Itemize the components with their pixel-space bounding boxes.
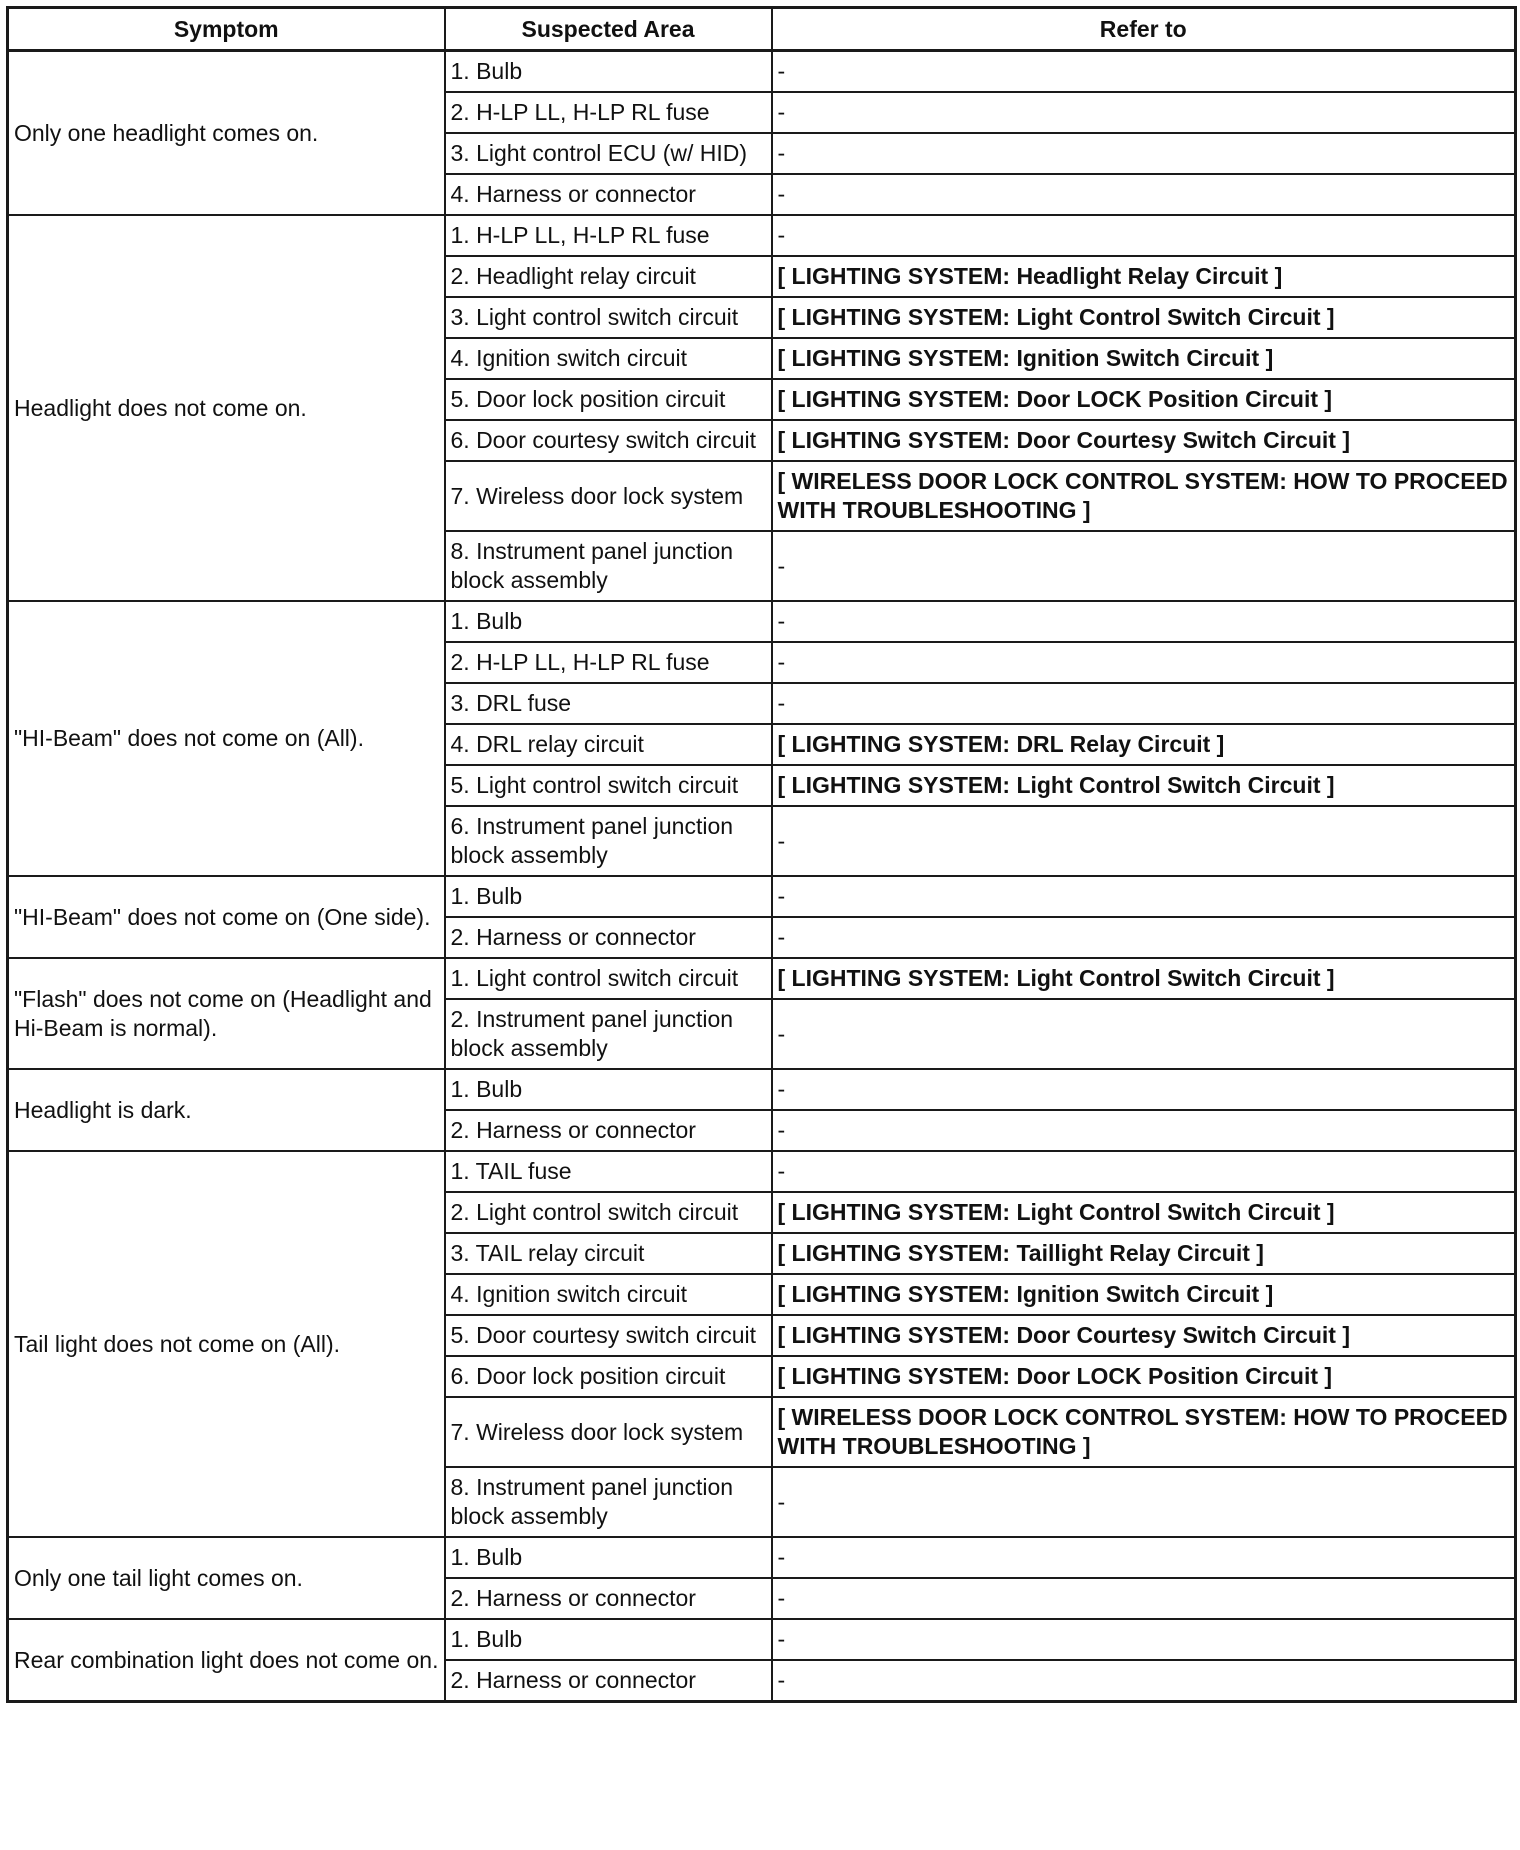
refer-to-cell: - (772, 1151, 1516, 1192)
refer-to-cell: - (772, 917, 1516, 958)
refer-to-cell: - (772, 531, 1516, 601)
table-header (8, 8, 1516, 51)
refer-to-link[interactable]: [ WIRELESS DOOR LOCK CONTROL SYSTEM: HOW TO PROCEED WITH TROUBLESHOOTING ] (772, 1397, 1516, 1467)
suspected-area-cell: 3. DRL fuse (445, 683, 772, 724)
suspected-area-cell: 1. Bulb (445, 51, 772, 93)
suspected-area-cell: 1. Bulb (445, 1537, 772, 1578)
refer-to-link[interactable]: [ LIGHTING SYSTEM: Door LOCK Position Circuit ] (772, 1356, 1516, 1397)
suspected-area-cell: 5. Light control switch circuit (445, 765, 772, 806)
suspected-area-cell: 1. Bulb (445, 876, 772, 917)
refer-to-cell: - (772, 92, 1516, 133)
suspected-area-cell: 2. Light control switch circuit (445, 1192, 772, 1233)
symptom-cell: Tail light does not come on (All). (8, 1151, 445, 1537)
symptom-cell: Only one headlight comes on. (8, 51, 445, 216)
symptom-cell: "Flash" does not come on (Headlight and Hi-Beam is normal). (8, 958, 445, 1069)
table-row (8, 215, 1516, 256)
suspected-area-cell: 1. Bulb (445, 1619, 772, 1660)
refer-to-link[interactable]: [ LIGHTING SYSTEM: Light Control Switch Circuit ] (772, 765, 1516, 806)
suspected-area-cell: 2. H-LP LL, H-LP RL fuse (445, 92, 772, 133)
suspected-area-cell: 8. Instrument panel junction block assembly (445, 531, 772, 601)
refer-to-link[interactable]: [ LIGHTING SYSTEM: Ignition Switch Circuit ] (772, 1274, 1516, 1315)
table-row (8, 1151, 1516, 1192)
table-row (8, 51, 1516, 93)
refer-to-cell: - (772, 174, 1516, 215)
suspected-area-cell: 1. TAIL fuse (445, 1151, 772, 1192)
refer-to-link[interactable]: [ LIGHTING SYSTEM: Door Courtesy Switch Circuit ] (772, 420, 1516, 461)
refer-to-link[interactable]: [ LIGHTING SYSTEM: Light Control Switch Circuit ] (772, 297, 1516, 338)
refer-to-cell: - (772, 999, 1516, 1069)
refer-to-cell: - (772, 683, 1516, 724)
refer-to-link[interactable]: [ LIGHTING SYSTEM: Door Courtesy Switch Circuit ] (772, 1315, 1516, 1356)
table-row (8, 1537, 1516, 1578)
suspected-area-cell: 8. Instrument panel junction block assembly (445, 1467, 772, 1537)
refer-to-cell: - (772, 1110, 1516, 1151)
suspected-area-cell: 6. Door courtesy switch circuit (445, 420, 772, 461)
table-row (8, 601, 1516, 642)
suspected-area-cell: 4. DRL relay circuit (445, 724, 772, 765)
table-row (8, 958, 1516, 999)
header-suspected-area: Suspected Area (445, 8, 772, 51)
refer-to-cell: - (772, 1619, 1516, 1660)
refer-to-cell: - (772, 642, 1516, 683)
suspected-area-cell: 5. Door lock position circuit (445, 379, 772, 420)
refer-to-cell: - (772, 51, 1516, 93)
suspected-area-cell: 7. Wireless door lock system (445, 1397, 772, 1467)
refer-to-link[interactable]: [ WIRELESS DOOR LOCK CONTROL SYSTEM: HOW TO PROCEED WITH TROUBLESHOOTING ] (772, 461, 1516, 531)
suspected-area-cell: 4. Harness or connector (445, 174, 772, 215)
header-symptom: Symptom (8, 8, 445, 51)
refer-to-link[interactable]: [ LIGHTING SYSTEM: Taillight Relay Circuit ] (772, 1233, 1516, 1274)
suspected-area-cell: 3. Light control switch circuit (445, 297, 772, 338)
suspected-area-cell: 5. Door courtesy switch circuit (445, 1315, 772, 1356)
suspected-area-cell: 6. Instrument panel junction block assembly (445, 806, 772, 876)
refer-to-cell: - (772, 876, 1516, 917)
suspected-area-cell: 1. Bulb (445, 1069, 772, 1110)
suspected-area-cell: 2. Harness or connector (445, 917, 772, 958)
troubleshooting-table (6, 6, 1517, 1703)
suspected-area-cell: 6. Door lock position circuit (445, 1356, 772, 1397)
table-row (8, 876, 1516, 917)
header-refer-to: Refer to (772, 8, 1516, 51)
suspected-area-cell: 7. Wireless door lock system (445, 461, 772, 531)
symptom-cell: "HI-Beam" does not come on (All). (8, 601, 445, 876)
suspected-area-cell: 3. Light control ECU (w/ HID) (445, 133, 772, 174)
symptom-cell: Rear combination light does not come on. (8, 1619, 445, 1702)
suspected-area-cell: 2. Harness or connector (445, 1660, 772, 1702)
header-row (8, 8, 1516, 51)
refer-to-cell: - (772, 1069, 1516, 1110)
refer-to-link[interactable]: [ LIGHTING SYSTEM: Light Control Switch Circuit ] (772, 1192, 1516, 1233)
refer-to-cell: - (772, 806, 1516, 876)
refer-to-cell: - (772, 1467, 1516, 1537)
table-row (8, 1619, 1516, 1660)
suspected-area-cell: 1. H-LP LL, H-LP RL fuse (445, 215, 772, 256)
refer-to-link[interactable]: [ LIGHTING SYSTEM: Light Control Switch Circuit ] (772, 958, 1516, 999)
suspected-area-cell: 2. Headlight relay circuit (445, 256, 772, 297)
table-body (8, 51, 1516, 1702)
page (6, 6, 1517, 1703)
suspected-area-cell: 2. Harness or connector (445, 1578, 772, 1619)
symptom-cell: Only one tail light comes on. (8, 1537, 445, 1619)
suspected-area-cell: 1. Light control switch circuit (445, 958, 772, 999)
refer-to-link[interactable]: [ LIGHTING SYSTEM: DRL Relay Circuit ] (772, 724, 1516, 765)
refer-to-cell: - (772, 601, 1516, 642)
refer-to-cell: - (772, 1578, 1516, 1619)
refer-to-cell: - (772, 1537, 1516, 1578)
suspected-area-cell: 2. Instrument panel junction block assembly (445, 999, 772, 1069)
table-row (8, 1069, 1516, 1110)
suspected-area-cell: 1. Bulb (445, 601, 772, 642)
symptom-cell: "HI-Beam" does not come on (One side). (8, 876, 445, 958)
suspected-area-cell: 3. TAIL relay circuit (445, 1233, 772, 1274)
suspected-area-cell: 4. Ignition switch circuit (445, 338, 772, 379)
suspected-area-cell: 4. Ignition switch circuit (445, 1274, 772, 1315)
refer-to-cell: - (772, 1660, 1516, 1702)
suspected-area-cell: 2. H-LP LL, H-LP RL fuse (445, 642, 772, 683)
refer-to-link[interactable]: [ LIGHTING SYSTEM: Ignition Switch Circuit ] (772, 338, 1516, 379)
symptom-cell: Headlight does not come on. (8, 215, 445, 601)
symptom-cell: Headlight is dark. (8, 1069, 445, 1151)
refer-to-cell: - (772, 133, 1516, 174)
refer-to-link[interactable]: [ LIGHTING SYSTEM: Headlight Relay Circuit ] (772, 256, 1516, 297)
refer-to-cell: - (772, 215, 1516, 256)
refer-to-link[interactable]: [ LIGHTING SYSTEM: Door LOCK Position Circuit ] (772, 379, 1516, 420)
suspected-area-cell: 2. Harness or connector (445, 1110, 772, 1151)
